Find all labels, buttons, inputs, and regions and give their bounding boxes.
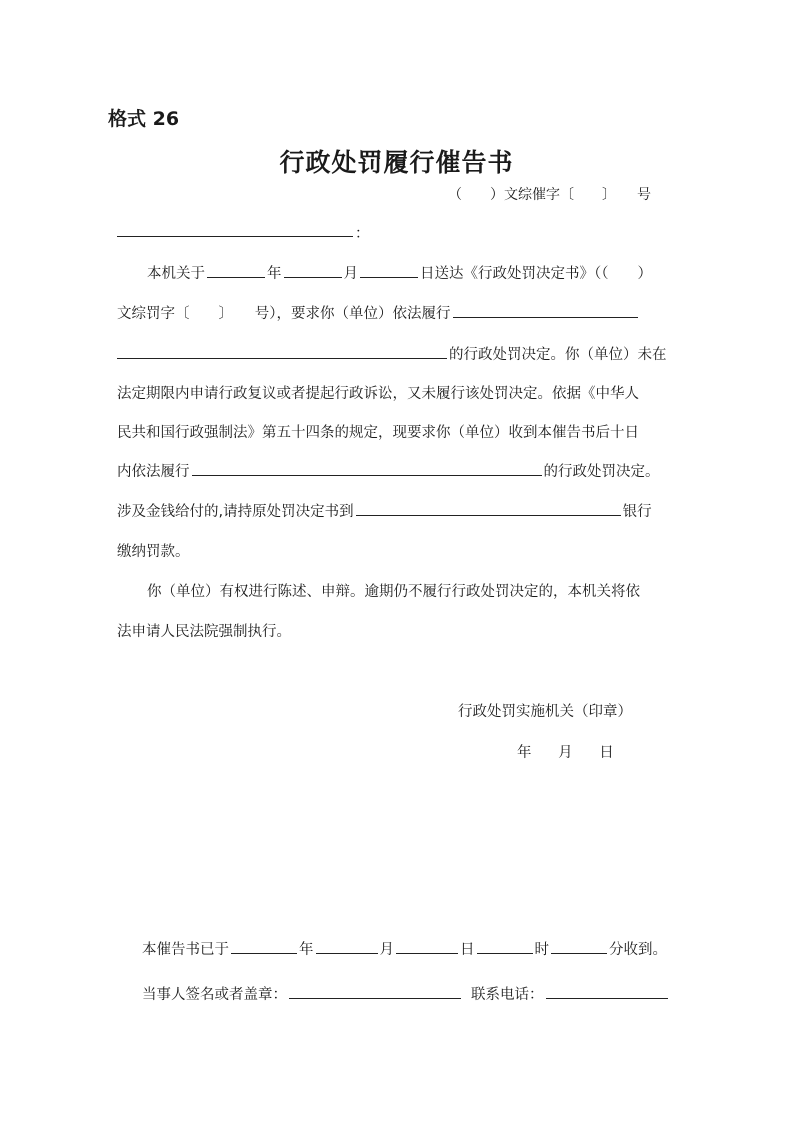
party-sign-blank[interactable] xyxy=(289,984,461,999)
receipt-year-blank[interactable] xyxy=(231,939,297,954)
issue-date: 年 月 日 xyxy=(517,745,614,761)
document-title: 行政处罚履行催告书 xyxy=(279,148,514,177)
obligation-blank[interactable] xyxy=(453,303,638,318)
para1-line6 xyxy=(117,460,660,481)
para1-l6b: 的行政处罚决定。 xyxy=(543,464,660,480)
para1-l1d: 日送达《行政处罚决定书》（（ ） xyxy=(420,266,652,282)
obligation-blank-2[interactable] xyxy=(117,344,447,359)
para1-l2a: 文综罚字〔 〕 号），要求你（单位）依法履行 xyxy=(117,306,451,322)
para1-line8: 缴纳罚款。 xyxy=(117,544,190,560)
para2-line1: 你（单位）有权进行陈述、申辩。逾期仍不履行行政处罚决定的，本机关将依 xyxy=(147,584,640,600)
document-number: （ ）文综催字〔 〕 号 xyxy=(448,187,651,203)
receipt-hour-blank[interactable] xyxy=(477,939,533,954)
receipt-f: 分收到。 xyxy=(609,942,667,958)
receipt-a: 本催告书已于 xyxy=(142,942,229,958)
recipient-colon: ： xyxy=(355,226,370,242)
receipt-b: 年 xyxy=(299,942,314,958)
bank-blank[interactable] xyxy=(356,501,621,516)
para1-l6a: 内依法履行 xyxy=(117,464,190,480)
month-blank[interactable] xyxy=(284,263,342,278)
format-label: 格式 26 xyxy=(108,108,180,130)
para1-line7 xyxy=(117,500,652,521)
para1-l1b: 年 xyxy=(267,266,282,282)
fulfill-blank[interactable] xyxy=(192,461,542,476)
issuing-authority-seal: 行政处罚实施机关（印章） xyxy=(458,704,632,720)
receipt-minute-blank[interactable] xyxy=(551,939,607,954)
para1-l1a: 本机关于 xyxy=(147,266,205,282)
party-sign-label: 当事人签名或者盖章： xyxy=(142,987,287,1003)
recipient-blank[interactable] xyxy=(117,236,353,237)
para1-l7b: 银行 xyxy=(622,504,652,520)
para1-l1c: 月 xyxy=(343,266,358,282)
year-blank[interactable] xyxy=(207,263,265,278)
para1-l7a: 涉及金钱给付的,请持原处罚决定书到 xyxy=(117,504,354,520)
para1-line5: 民共和国行政强制法》第五十四条的规定，现要求你（单位）收到本催告书后十日 xyxy=(117,425,639,441)
para1-line2 xyxy=(117,302,640,323)
para1-line4: 法定期限内申请行政复议或者提起行政诉讼，又未履行该处罚决定。依据《中华人 xyxy=(117,386,639,402)
party-line xyxy=(142,983,670,1004)
receipt-day-blank[interactable] xyxy=(396,939,458,954)
receipt-c: 月 xyxy=(379,942,394,958)
para1-line3 xyxy=(117,343,667,364)
para1-line1 xyxy=(147,262,652,283)
receipt-e: 时 xyxy=(534,942,549,958)
receipt-d: 日 xyxy=(460,942,475,958)
para2-line2: 法申请人民法院强制执行。 xyxy=(117,624,291,640)
day-blank[interactable] xyxy=(360,263,418,278)
party-phone-label: 联系电话： xyxy=(471,987,544,1003)
receipt-month-blank[interactable] xyxy=(316,939,378,954)
para1-l3a: 的行政处罚决定。你（单位）未在 xyxy=(449,347,667,363)
receipt-line xyxy=(142,938,667,959)
party-phone-blank[interactable] xyxy=(546,984,668,999)
